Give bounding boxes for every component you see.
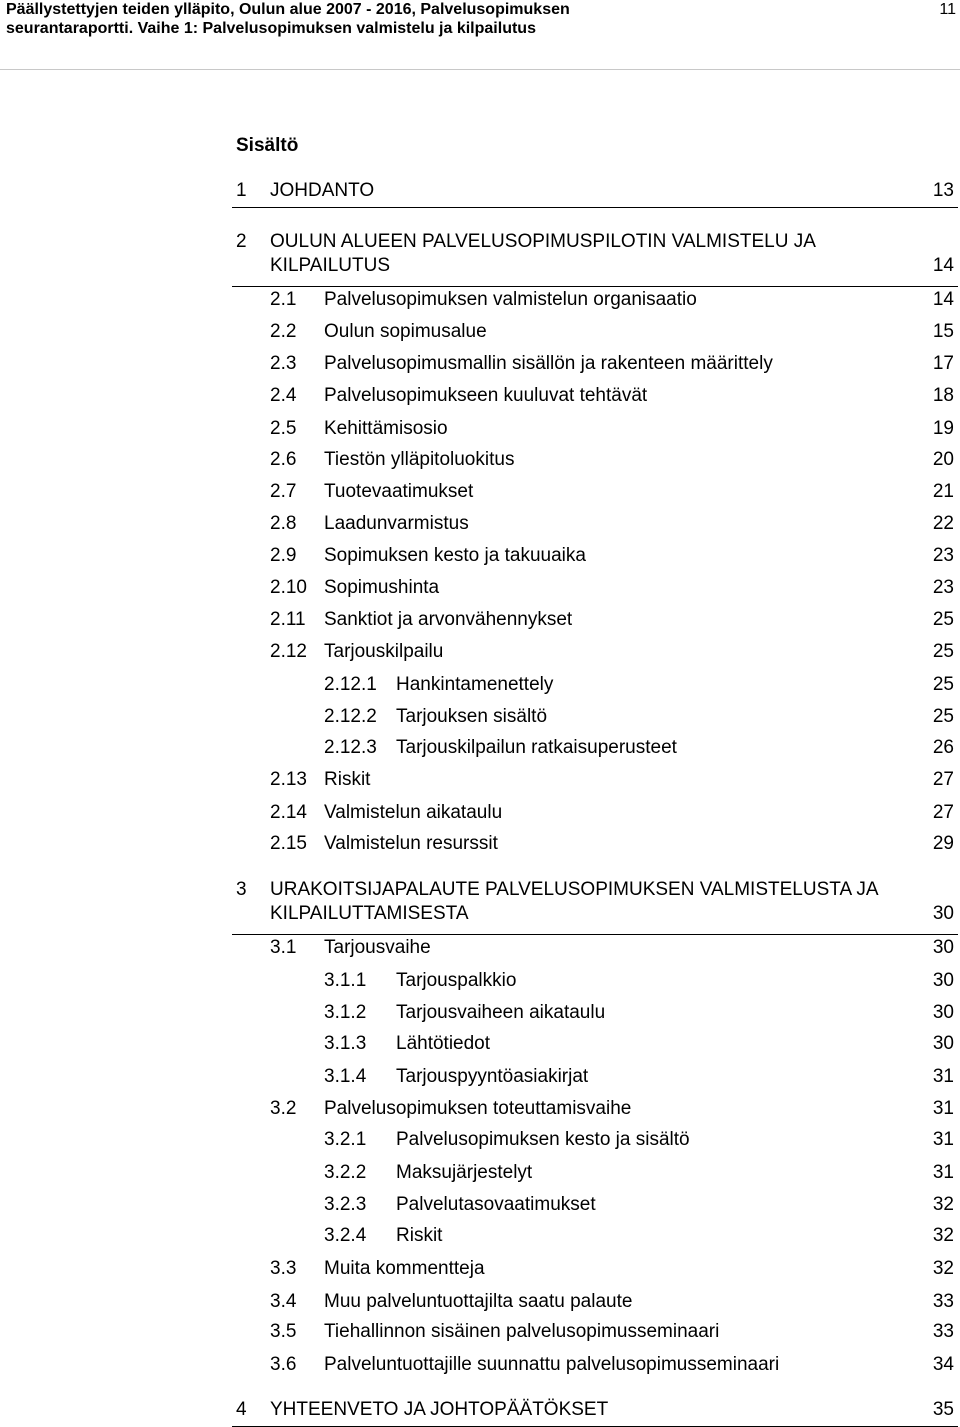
toc-entry-page: 21 xyxy=(932,481,954,502)
toc-entry-number: 1 xyxy=(236,180,247,201)
toc-entry-number: 2.9 xyxy=(270,545,297,566)
toc-entry-2[interactable] xyxy=(232,230,958,287)
toc-entry-page: 25 xyxy=(932,641,954,662)
toc-entry-number: 2.13 xyxy=(270,769,307,790)
toc-entry-page: 26 xyxy=(932,737,954,758)
toc-entry-number: 2.12.3 xyxy=(324,737,377,758)
toc-entry-title: Palvelusopimusmallin sisällön ja rakenteen määrittely xyxy=(324,353,773,374)
toc-entry-title: Riskit xyxy=(396,1225,443,1246)
toc-entry-page: 27 xyxy=(932,802,954,823)
toc-entry-number: 3.1.4 xyxy=(324,1066,367,1087)
toc-entry-page: 32 xyxy=(932,1225,954,1246)
toc-entry-number: 2.8 xyxy=(270,513,297,534)
toc-entry-page: 20 xyxy=(932,449,954,470)
toc-heading: Sisältö xyxy=(236,135,299,156)
toc-entry-page: 30 xyxy=(932,1002,954,1023)
toc-entry-number: 3.2.2 xyxy=(324,1162,367,1183)
toc-entry-title: Riskit xyxy=(324,769,371,790)
toc-entry-title: Tarjouspalkkio xyxy=(396,970,517,991)
toc-entry-number: 3.1 xyxy=(270,937,297,958)
page-header xyxy=(0,0,960,70)
toc-entry-number: 2.3 xyxy=(270,353,297,374)
toc-entry-number: 2.14 xyxy=(270,802,307,823)
toc-entry-title: Hankintamenettely xyxy=(396,674,554,695)
toc-entry-number: 2.6 xyxy=(270,449,297,470)
document-title-line-1: Päällystettyjen teiden ylläpito, Oulun alue 2007 - 2016, Palvelusopimuksen xyxy=(6,1,570,18)
toc-entry-number: 2.4 xyxy=(270,385,297,406)
document-title xyxy=(6,0,856,38)
toc-entry-number: 2 xyxy=(236,231,247,252)
header-divider xyxy=(0,69,960,70)
toc-entry-title: Palvelusopimuksen valmistelun organisaatio xyxy=(324,289,697,310)
toc-entry-number: 2.12 xyxy=(270,641,307,662)
toc-entry-number: 3.2.4 xyxy=(324,1225,367,1246)
toc-entry-number: 3.4 xyxy=(270,1291,297,1312)
toc-entry-title: Palveluntuottajille suunnattu palvelusopimusseminaari xyxy=(324,1354,780,1375)
toc-entry-title: Sanktiot ja arvonvähennykset xyxy=(324,609,573,630)
toc-entry-title: Maksujärjestelyt xyxy=(396,1162,533,1183)
toc-entry-page: 23 xyxy=(932,577,954,598)
toc-entry-title: Palvelutasovaatimukset xyxy=(396,1194,596,1215)
page-number: 11 xyxy=(939,1,956,18)
toc-entry-title: Sopimuksen kesto ja takuuaika xyxy=(324,545,586,566)
toc-entry-page: 35 xyxy=(932,1399,954,1420)
toc-entry-number: 3.5 xyxy=(270,1321,297,1342)
toc-entry-page: 30 xyxy=(932,970,954,991)
toc-entry-page: 17 xyxy=(932,353,954,374)
toc-entry-page: 33 xyxy=(932,1321,954,1342)
toc-entry-number: 2.15 xyxy=(270,833,307,854)
document-title-line-2: seurantaraportti. Vaihe 1: Palvelusopimuksen valmistelu ja kilpailutus xyxy=(6,20,536,37)
toc-entry-page: 31 xyxy=(932,1129,954,1150)
toc-entry-page: 19 xyxy=(932,418,954,439)
toc-entry-title: Tarjouskilpailu xyxy=(324,641,444,662)
toc-entry-page: 31 xyxy=(932,1066,954,1087)
toc-entry-title: YHTEENVETO JA JOHTOPÄÄTÖKSET xyxy=(270,1399,609,1420)
toc-entry-title: Laadunvarmistus xyxy=(324,513,469,534)
toc-entry-title: Tuotevaatimukset xyxy=(324,481,474,502)
toc-entry-number: 2.11 xyxy=(270,609,306,630)
toc-entry-4[interactable] xyxy=(232,1398,958,1427)
toc-entry-number: 2.7 xyxy=(270,481,297,502)
toc-entry-title: Palvelusopimukseen kuuluvat tehtävät xyxy=(324,385,648,406)
toc-entry-title: URAKOITSIJAPALAUTE PALVELUSOPIMUKSEN VALMISTELUSTA JA KILPAILUTTAMISESTA xyxy=(270,879,878,924)
toc-entry-number: 2.2 xyxy=(270,321,297,342)
toc-entry-number: 3.2.3 xyxy=(324,1194,367,1215)
toc-entry-number: 3.1.1 xyxy=(324,970,367,991)
toc-entry-title: JOHDANTO xyxy=(270,180,375,201)
toc-entry-page: 33 xyxy=(932,1291,954,1312)
toc-entry-page: 32 xyxy=(932,1194,954,1215)
toc-entry-page: 31 xyxy=(932,1162,954,1183)
toc-entry-title: Tiestön ylläpitoluokitus xyxy=(324,449,515,470)
toc-entry-title: Tarjouksen sisältö xyxy=(396,706,548,727)
toc-entry-title: Valmistelun aikataulu xyxy=(324,802,503,823)
toc-entry-page: 14 xyxy=(932,255,954,276)
toc-entry-page: 15 xyxy=(932,321,954,342)
toc-entry-number: 2.12.2 xyxy=(324,706,377,727)
toc-entry-title: Lähtötiedot xyxy=(396,1033,491,1054)
toc-entry-3[interactable] xyxy=(232,878,958,935)
toc-entry-number: 3.1.2 xyxy=(324,1002,367,1023)
toc-entry-title: Oulun sopimusalue xyxy=(324,321,487,342)
toc-entry-number: 3 xyxy=(236,879,247,900)
toc-entry-number: 4 xyxy=(236,1399,247,1420)
toc-entry-title: Kehittämisosio xyxy=(324,418,448,439)
toc-entry-page: 32 xyxy=(932,1258,954,1279)
toc-entry-page: 22 xyxy=(932,513,954,534)
toc-entry-title: Sopimushinta xyxy=(324,577,440,598)
toc-entry-number: 3.2 xyxy=(270,1098,297,1119)
toc-entry-title: Palvelusopimuksen toteuttamisvaihe xyxy=(324,1098,632,1119)
toc-entry-page: 30 xyxy=(932,903,954,924)
toc-entry-title: OULUN ALUEEN PALVELUSOPIMUSPILOTIN VALMISTELU JA KILPAILUTUS xyxy=(270,231,815,276)
toc-entry-number: 2.1 xyxy=(270,289,297,310)
toc-entry-page: 31 xyxy=(932,1098,954,1119)
toc-entry-number: 2.12.1 xyxy=(324,674,377,695)
toc-entry-title: Tiehallinnon sisäinen palvelusopimusseminaari xyxy=(324,1321,720,1342)
toc-entry-page: 13 xyxy=(932,180,954,201)
toc-entry-title: Valmistelun resurssit xyxy=(324,833,498,854)
toc-entry-page: 30 xyxy=(932,1033,954,1054)
toc-entry-page: 25 xyxy=(932,609,954,630)
toc-entry-number: 3.3 xyxy=(270,1258,297,1279)
toc-entry-number: 3.6 xyxy=(270,1354,297,1375)
toc-entry-title: Tarjousvaiheen aikataulu xyxy=(396,1002,606,1023)
toc-entry-page: 23 xyxy=(932,545,954,566)
toc-entry-page: 34 xyxy=(932,1354,954,1375)
toc-entry-title: Tarjousvaihe xyxy=(324,937,431,958)
toc-entry-number: 2.5 xyxy=(270,418,297,439)
toc-entry-title: Muita kommentteja xyxy=(324,1258,485,1279)
toc-entry-page: 29 xyxy=(932,833,954,854)
toc-entry-page: 18 xyxy=(932,385,954,406)
toc-entry-page: 25 xyxy=(932,674,954,695)
toc-entry-number: 2.10 xyxy=(270,577,307,598)
toc-entry-page: 30 xyxy=(932,937,954,958)
toc-entry-number: 3.1.3 xyxy=(324,1033,367,1054)
toc-entry-page: 27 xyxy=(932,769,954,790)
toc-entry-page: 25 xyxy=(932,706,954,727)
toc-entry-title: Tarjouskilpailun ratkaisuperusteet xyxy=(396,737,677,758)
toc-entry-title: Tarjouspyyntöasiakirjat xyxy=(396,1066,589,1087)
toc-entry-title: Palvelusopimuksen kesto ja sisältö xyxy=(396,1129,690,1150)
toc-entry-1[interactable] xyxy=(232,179,958,208)
toc-entry-title: Muu palveluntuottajilta saatu palaute xyxy=(324,1291,633,1312)
toc-entry-page: 14 xyxy=(932,289,954,310)
toc-entry-number: 3.2.1 xyxy=(324,1129,367,1150)
